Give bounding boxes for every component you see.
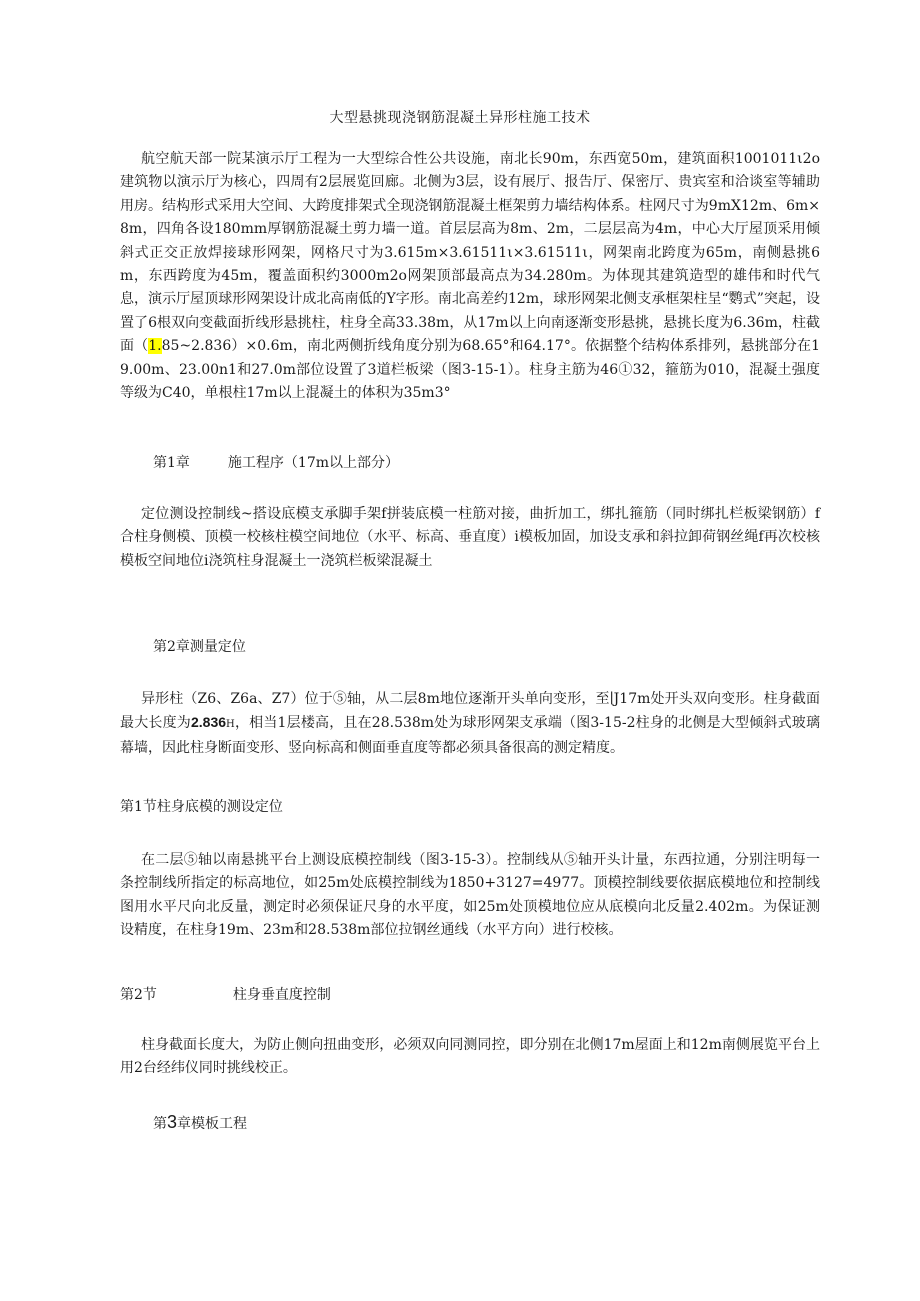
section2-body: 柱身截面长度大，为防止侧向扭曲变形，必须双向同测同控，即分别在北侧17m屋面上和12m南侧展览平台上用2台经纬仪同时挑线校正。 (120, 1037, 820, 1077)
section1-heading: 第1节柱身底模的测设定位 (120, 799, 283, 815)
chapter2-body (120, 688, 820, 760)
chapter2-bold-value: 2.836 (190, 714, 227, 731)
section2-label: 第2节 (120, 987, 157, 1003)
chapter2-small-unit: H (226, 719, 235, 731)
chapter3-prefix: 第 (153, 1116, 167, 1132)
chapter1-body: 定位测设控制线~搭设底模支承脚手架f拼装底模一柱筋对接，曲折加工，绑扎箍筋（同时绑扎栏板梁钢筋）f合柱身侧模、顶模一校核柱模空间地位（水平、标高、垂直度）i模板加固，加设支承和斜拉卸荷钢丝绳f再次校核模板空间地位i浇筑柱身混凝土一浇筑栏板梁混凝土 (120, 506, 820, 569)
document-title: 大型悬挑现浇钢筋混凝土异形柱施工技术 (329, 110, 591, 126)
chapter2-text-part2: ，相当1层楼高，且在28.538m处为球形网架支承端（图3-15-2柱身的北侧是大型倾斜式玻璃幕墙，因此柱身断面变形、竖向标高和侧面垂直度等都必须具备很高的测定精度。 (120, 715, 821, 756)
chapter3-heading (153, 1112, 247, 1133)
section2-heading (120, 984, 331, 1004)
section1-body: 在二层⑤轴以南悬挑平台上测设底模控制线（图3-15-3）。控制线从⑤轴开头计量，东西拉通，分别注明每一条控制线所指定的标高地位，如25m处底模控制线为1850+3127=4977。顶模控制线要依据底模地位和控制线图用水平尺向北反量，测定时必须保证尺身的水平度，如25m处顶模地位应从底模向北反量2.402m。为保证测设精度，在柱身19m、23m和28.538m部位拉钢丝通线（水平方向）进行校核。 (120, 852, 820, 939)
chapter2-heading: 第2章测量定位 (153, 639, 246, 655)
chapter1-heading (153, 452, 399, 472)
intro-paragraph (120, 148, 820, 405)
chapter3-suffix: 章模板工程 (177, 1116, 248, 1132)
chapter3-number: 3 (167, 1112, 178, 1132)
chapter1-title: 施工程序（17m以上部分） (227, 455, 400, 471)
highlighted-text: 1. (148, 338, 162, 355)
intro-text-part2: 85~2.836）×0.6m，南北两侧折线角度分别为68.65°和64.17°。依据整个结构体系排列，悬挑部分在19.00m、23.00n1和27.0m部位设置了3道栏板梁（图3-15-1）。柱身主筋为46①32，箍筋为010，混凝土强度等级为C40，单根柱17m以上混凝土的体积为35m3° (120, 338, 821, 402)
chapter1-label: 第1章 (153, 455, 190, 471)
chapter2-text-part1: 异形柱（Z6、Z6a、Z7）位于⑤轴，从二层8m地位逐渐开头单向变形，至∣J17m处开头双向变形。柱身截面最大长度为 (120, 691, 820, 732)
intro-text-part1: 航空航天部一院某演示厅工程为一大型综合性公共设施，南北长90m，东西宽50m，建筑面积1001011ι2o建筑物以演示厅为核心，四周有2层展览回廊。北侧为3层，设有展厅、报告厅、保密厅、贵宾室和洽谈室等辅助用房。结构形式采用大空间、大跨度排架式全现浇钢筋混凝土框架剪力墙结构体系。柱网尺寸为9mX12m、6m×8m，四角各设180mm厚钢筋混凝土剪力墙一道。首层层高为8m、2m，二层层高为4m，中心大厅屋顶采用倾斜式正交正放焊接球形网架，网格尺寸为3.615m×3.61511ι×3.61511ι，网架南北跨度为65m，南侧悬挑6m，东西跨度为45m，覆盖面积约3000m2o网架顶部最高点为34.280m。为体现其建筑造型的雄伟和时代气息，演示厅屋顶球形网架设计成北高南低的Y字形。南北高差约12m，球形网架北侧支承框架柱呈“鹦式”突起，设置了6根双向变截面折线形悬挑柱，柱身全高33.38m，从17m以上向南逐渐变形悬挑，悬挑长度为6.36m，柱截面（ (120, 151, 820, 355)
section2-title: 柱身垂直度控制 (232, 987, 331, 1003)
